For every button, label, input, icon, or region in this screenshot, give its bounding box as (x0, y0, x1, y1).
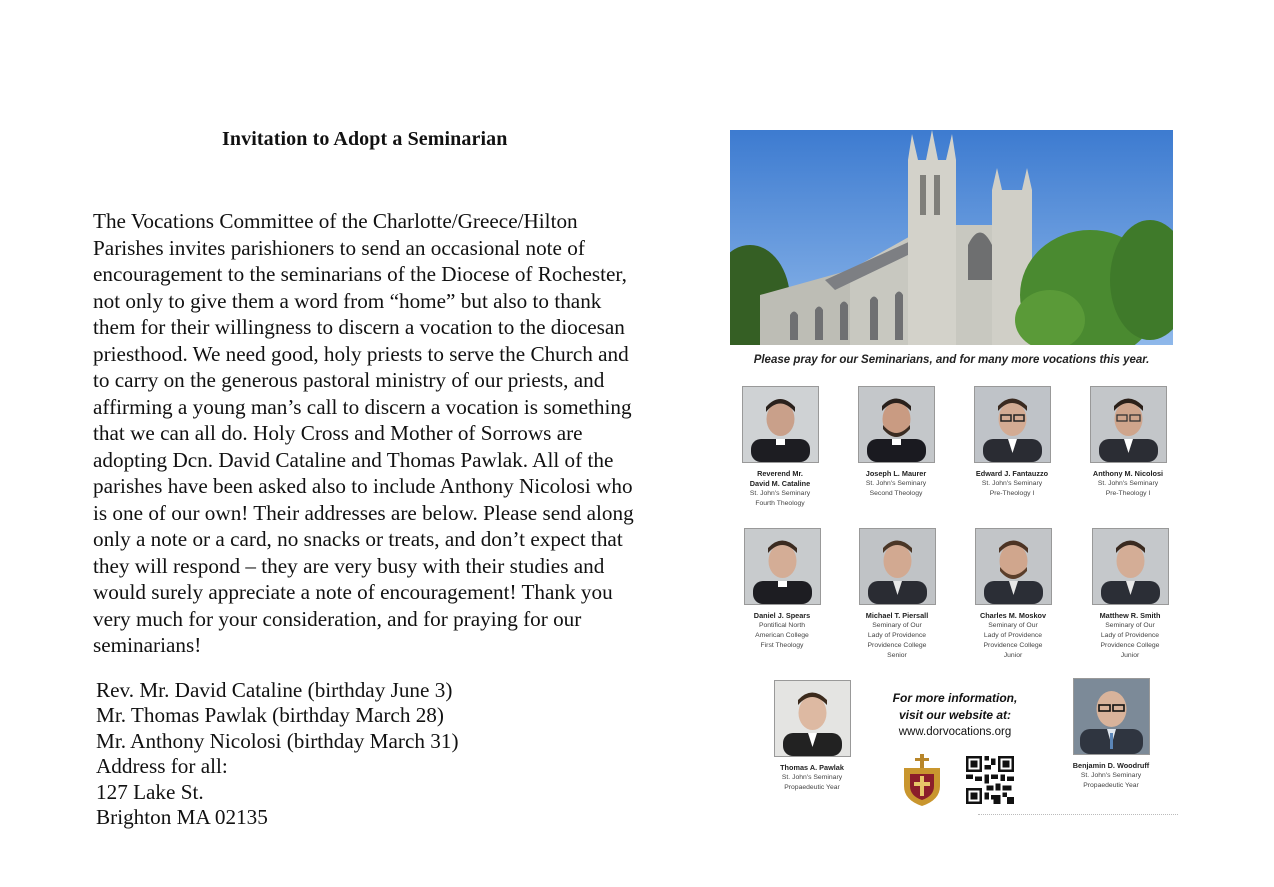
letter-body: The Vocations Committee of the Charlotte/Greece/Hilton Parishes invites parishioners to send an occasional note of encouragement to the seminarians of the Diocese of Rochester, not only to give them a word from “home” but also to thank them for their willingness to discern a vocation to the diocesan priesthood. We need good, holy priests to serve the Church and to carry on the generous pastoral ministry of our priests, and affirming a young man’s call to discern a vocation is something that we can all do. Holy Cross and Mother of Sorrows are adopting Dcn. David Cataline and Thomas Pawlak. All of the parishes have been asked also to include Anthony Nicolosi who is one of our own! Their addresses are below. Please send along only a note or a card, no snacks or treats, and don’t expect that they will respond – they are very busy with their studies and would surely appreciate a note of encouragement! Thank you very much for your consideration, and for praying for our seminarians! (93, 209, 634, 657)
seminarian-name: Michael T. Piersall (865, 611, 929, 620)
seminarian-info: St. John's Seminary Pre-Theology I (1097, 480, 1159, 497)
seminarian-name: Anthony M. Nicolosi (1092, 469, 1164, 478)
diocese-crest-icon (900, 754, 944, 806)
faded-footer-line (978, 814, 1178, 817)
seminarian-card (958, 528, 1068, 661)
seminarian-flyer (718, 124, 1204, 824)
seminarian-card (725, 386, 835, 509)
seminarian-photo (859, 528, 936, 605)
seminarian-info: St. John's Seminary Fourth Theology (749, 490, 811, 507)
qr-code-icon (966, 756, 1014, 804)
seminarian-info: St. John's Seminary Propaedeutic Year (1080, 772, 1142, 789)
seminarian-photo (742, 386, 819, 463)
seminarian-info: Pontifical North American College First Theology (755, 622, 809, 649)
seminarian-info: St. John's Seminary Second Theology (865, 480, 927, 497)
seminarian-card (727, 528, 837, 651)
seminarian-name: Thomas A. Pawlak (780, 763, 844, 772)
seminarian-name: Edward J. Fantauzzo (975, 469, 1049, 478)
seminarian-name: Joseph L. Maurer (865, 469, 927, 478)
prayer-caption: Please pray for our Seminarians, and for many more vocations this year. (753, 354, 1150, 366)
seminarian-card (957, 386, 1067, 499)
cathedral-photo (730, 130, 1173, 345)
seminarian-card (757, 680, 867, 793)
seminarian-info: St. John's Seminary Pre-Theology I (981, 480, 1043, 497)
seminarian-photo (1073, 678, 1150, 755)
seminarian-name: Matthew R. Smith (1099, 611, 1161, 620)
seminarian-card (841, 386, 951, 499)
letter-title: Invitation to Adopt a Seminarian (222, 128, 508, 150)
seminarian-info: Seminary of Our Lady of Providence Providence College Senior (867, 622, 927, 659)
website-link[interactable]: www.dorvocations.org (898, 726, 1012, 738)
seminarian-photo (975, 528, 1052, 605)
seminarian-card (1075, 528, 1185, 661)
seminarian-card (1056, 678, 1166, 791)
seminarian-info: St. John's Seminary Propaedeutic Year (781, 774, 843, 791)
seminarian-name: Benjamin D. Woodruff (1072, 761, 1150, 770)
seminarian-name: Charles M. Moskov (979, 611, 1047, 620)
seminarian-name: Reverend Mr. David M. Cataline (749, 469, 811, 488)
seminarian-info: Seminary of Our Lady of Providence Providence College Junior (983, 622, 1043, 659)
seminarian-name: Daniel J. Spears (753, 611, 811, 620)
seminarian-photo (1092, 528, 1169, 605)
more-info-text: For more information, visit our website at: (892, 691, 1018, 722)
seminarian-info: Seminary of Our Lady of Providence Providence College Junior (1100, 622, 1160, 659)
address-block: Rev. Mr. David Cataline (birthday June 3) Mr. Thomas Pawlak (birthday March 28) Mr. Anthony Nicolosi (birthday March 31) Address for all: 127 Lake St. Brighton MA 02135 (96, 678, 459, 830)
seminarian-photo (974, 386, 1051, 463)
seminarian-card (842, 528, 952, 661)
seminarian-photo (774, 680, 851, 757)
seminarian-photo (1090, 386, 1167, 463)
seminarian-photo (858, 386, 935, 463)
seminarian-card (1073, 386, 1183, 499)
seminarian-photo (744, 528, 821, 605)
